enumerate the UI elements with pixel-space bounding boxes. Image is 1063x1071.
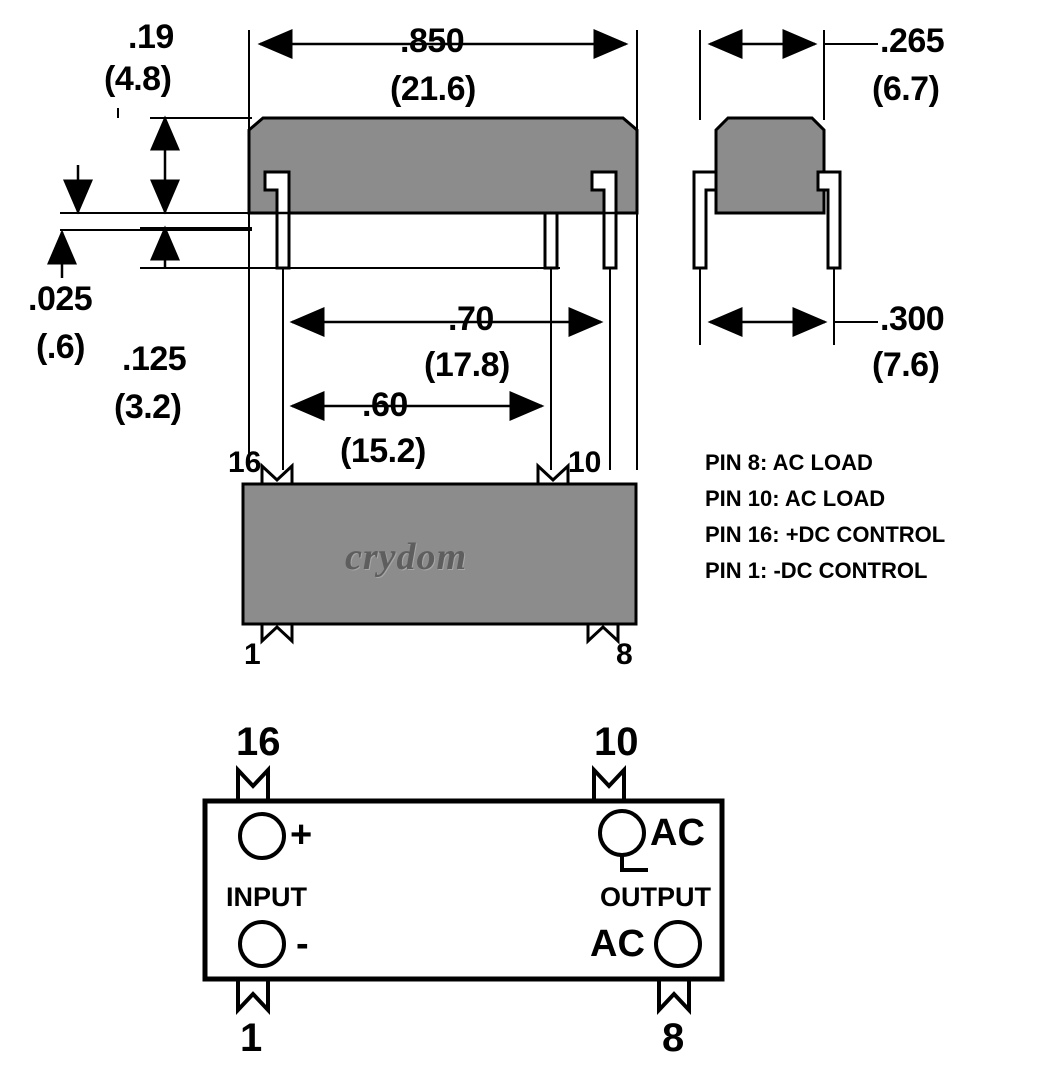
dim-height-mm: (4.8) (104, 60, 172, 98)
schematic-output-label: OUTPUT (600, 882, 711, 912)
schematic-minus: - (296, 923, 309, 965)
dim-side-width-mm: (6.7) (872, 70, 940, 108)
schematic-ac-top: AC (650, 812, 705, 854)
crydom-logo: crydom (345, 536, 468, 578)
schematic-input-label: INPUT (226, 882, 307, 912)
dim-width-inch: .850 (400, 22, 465, 60)
schematic-pin-16: 16 (236, 720, 281, 764)
schematic-pin-1: 1 (240, 1016, 263, 1060)
pin-function-3: PIN 16: +DC CONTROL (705, 522, 946, 547)
dim-span-long-mm: (17.8) (424, 346, 510, 384)
top-view-pin-1: 1 (244, 638, 261, 671)
pin-function-2: PIN 10: AC LOAD (705, 486, 886, 511)
dim-span-long-inch: .70 (448, 300, 494, 338)
schematic-pin-10: 10 (594, 720, 639, 764)
schematic-ac-bottom: AC (590, 923, 645, 965)
dim-side-width-inch: .265 (880, 22, 945, 60)
dim-standoff-inch: .125 (122, 340, 187, 378)
dim-span-short-mm: (15.2) (340, 432, 426, 470)
dim-side-depth-inch: .300 (880, 300, 945, 338)
top-view-pin-10: 10 (568, 446, 602, 479)
dim-lead-inch: .025 (28, 280, 93, 318)
front-view-body (249, 118, 637, 268)
dim-width-mm: (21.6) (390, 70, 476, 108)
top-view-pin-8: 8 (616, 638, 633, 671)
dim-height-inch: .19 (128, 18, 174, 56)
end-view-body (694, 118, 840, 268)
schematic-plus: + (290, 814, 313, 856)
dim-lead-mm: (.6) (36, 328, 85, 366)
dim-side-depth-mm: (7.6) (872, 346, 940, 384)
pin-function-1: PIN 8: AC LOAD (705, 450, 873, 475)
dim-span-short-inch: .60 (362, 386, 408, 424)
schematic-pin-8: 8 (662, 1016, 685, 1060)
pin-function-4: PIN 1: -DC CONTROL (705, 558, 928, 583)
top-view-pin-16: 16 (228, 446, 262, 479)
dim-standoff-mm: (3.2) (114, 388, 182, 426)
